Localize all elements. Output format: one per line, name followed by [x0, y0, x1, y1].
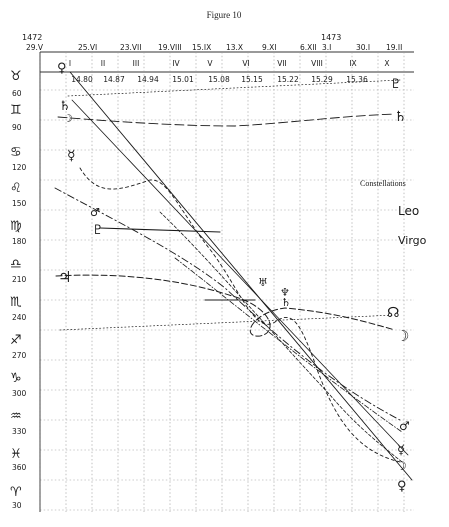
day-label: 15.01 — [172, 75, 194, 84]
month-label: II — [100, 59, 106, 68]
track-solid-diagonal-2 — [72, 100, 408, 455]
date-label: 3.I — [322, 43, 332, 52]
zodiac-sign-icon: ♑ — [10, 371, 22, 386]
moon-bottom-icon: ☽ — [396, 459, 407, 473]
pluto-left-icon: ♇ — [92, 223, 104, 238]
degree-label: 90 — [12, 123, 22, 132]
zodiac-sign-icon: ♋ — [10, 145, 22, 160]
degree-label: 300 — [12, 389, 27, 398]
mercury-right-icon: ☿ — [397, 443, 405, 458]
month-label: X — [384, 59, 390, 68]
day-labels — [71, 75, 368, 84]
legend-item-virgo: Virgo — [398, 234, 427, 247]
mars-right-icon: ♂ — [399, 419, 410, 433]
date-label: 30.I — [356, 43, 371, 52]
track-dash-dot — [55, 188, 400, 420]
pluto-right-icon: ♇ — [390, 77, 402, 92]
day-label: 14.80 — [71, 75, 93, 84]
day-label: 15.22 — [277, 75, 299, 84]
date-label: 29.V — [26, 43, 44, 52]
degree-label: 240 — [12, 313, 27, 322]
degree-label: 360 — [12, 463, 27, 472]
day-label: 15.15 — [241, 75, 263, 84]
date-label: 19.VIII — [158, 43, 182, 52]
day-label: 15.08 — [208, 75, 230, 84]
day-label: 14.94 — [137, 75, 159, 84]
figure-title: Figure 10 — [206, 10, 242, 20]
zodiac-sign-icon: ♊ — [10, 103, 22, 118]
day-label: 15.36 — [346, 75, 368, 84]
date-label: 6.XII — [300, 43, 317, 52]
date-labels — [26, 43, 402, 52]
degree-label: 60 — [12, 89, 22, 98]
moon-right-icon: ☽ — [396, 327, 410, 345]
month-label: V — [207, 59, 213, 68]
zodiac-sign-icon: ♐ — [10, 333, 22, 348]
neptune-icon: ♆ — [280, 286, 290, 299]
node-right-icon: ☊ — [387, 305, 400, 321]
month-label: IX — [349, 59, 357, 68]
date-label: 9.XI — [262, 43, 277, 52]
planet-tracks — [55, 72, 412, 480]
month-labels — [69, 59, 390, 68]
zodiac-sign-icon: ♍ — [10, 219, 22, 234]
degree-label: 270 — [12, 351, 27, 360]
degree-label: 150 — [12, 199, 27, 208]
jupiter-left-icon: ♃ — [58, 268, 72, 286]
month-label: VI — [242, 59, 250, 68]
degree-label: 210 — [12, 275, 27, 284]
saturn-mid-icon: ♄ — [281, 296, 291, 309]
degree-label: 330 — [12, 427, 27, 436]
saturn-left-icon: ♄ — [59, 99, 71, 114]
zodiac-sign-icon: ♌ — [10, 181, 22, 196]
month-label: VIII — [311, 59, 323, 68]
mars-left-icon: ♂ — [90, 206, 100, 219]
date-label: 15.IX — [192, 43, 212, 52]
zodiac-sign-icon: ♎ — [10, 257, 22, 272]
day-label: 15.29 — [311, 75, 333, 84]
day-label: 14.87 — [103, 75, 125, 84]
uranus-icon: ♅ — [258, 276, 268, 289]
moon-left-icon: ☽ — [63, 112, 73, 125]
legend-title: Constellations — [360, 179, 406, 188]
date-label: 23.VII — [120, 43, 142, 52]
track-loop-dashed — [56, 275, 395, 336]
mercury-left-icon: ☿ — [67, 148, 76, 164]
date-label: 13.X — [226, 43, 244, 52]
venus-icon: ♀ — [57, 61, 67, 76]
degree-label: 30 — [12, 501, 22, 510]
zodiac-sign-icon: ♏ — [10, 295, 22, 310]
zodiac-sign-icon: ♉ — [10, 69, 22, 84]
degree-label: 180 — [12, 237, 27, 246]
date-label: 19.II — [386, 43, 403, 52]
track-right-dash-dot-mars — [175, 258, 402, 432]
month-label: VII — [277, 59, 287, 68]
zodiac-sign-icon: ♈ — [10, 485, 22, 500]
year-start-label: 1472 — [22, 33, 43, 42]
date-label: 25.VI — [78, 43, 98, 52]
month-label: III — [132, 59, 140, 68]
legend-item-leo: Leo — [398, 204, 420, 218]
degree-label: 120 — [12, 163, 27, 172]
month-label: I — [68, 59, 72, 68]
venus-right-icon: ♀ — [397, 479, 407, 494]
zodiac-sign-icon: ♓ — [10, 447, 22, 462]
track-dotted-lower — [60, 315, 395, 330]
year-end-label: 1473 — [321, 33, 342, 42]
month-label: IV — [172, 59, 180, 68]
saturn-right-icon: ♄ — [394, 109, 407, 125]
zodiac-sign-icon: ♒ — [10, 409, 22, 424]
